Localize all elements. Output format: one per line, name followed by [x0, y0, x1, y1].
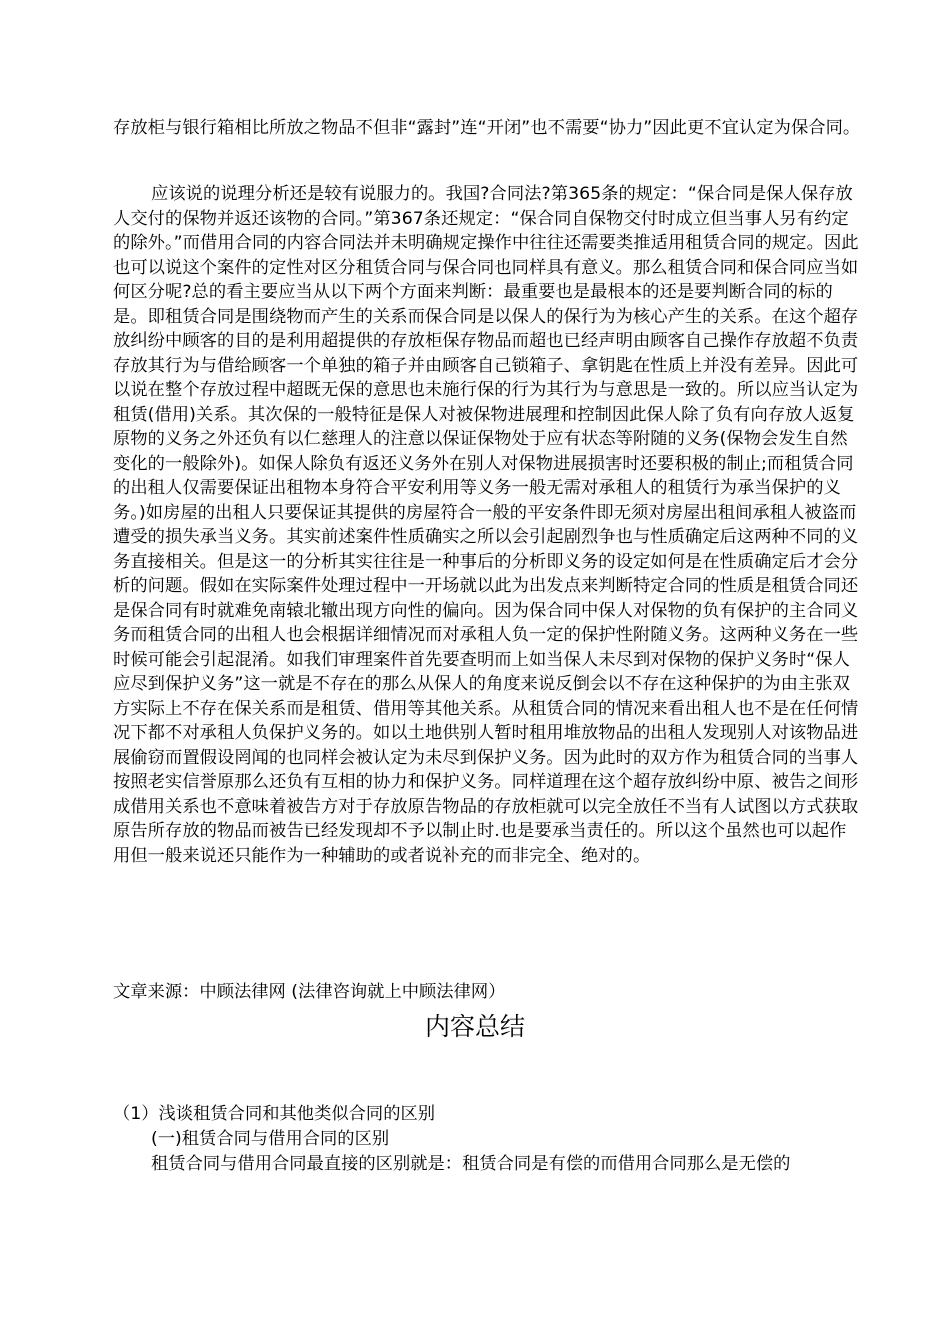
- summary-subheading: (一)租赁合同与借用合同的区别: [151, 1129, 390, 1149]
- paragraph-intro: 存放柜与银行箱相比所放之物品不但非“露封”连“开闭”也不需要“协力”因此更不宜认定为保合同。: [113, 118, 861, 138]
- summary-title: 内容总结: [424, 1012, 525, 1041]
- summary-heading: （1）浅谈租赁合同和其他类似合同的区别: [113, 1104, 436, 1124]
- paragraph-analysis: 应该说的说理分析还是较有说服力的。我国?合同法?第365条的规定：“保合同是保人保存放人交付的保物并返还该物的合同。”第367条还规定：“保合同自保物交付时成立但当事人另有约定的除外。”而借用合同的内容合同法并未明确规定操作中往往还需要类推适用租赁合同的规定。因此也可以说这个案件的定性对区分租赁合同与保合同也同样具有意义。那么租赁合同和保合同应当如何区分呢?总的看主要应当从以下两个方面来判断：最重要也是最根本的还是要判断合同的标的是。即租赁合同是围绕物而产生的关系而保合同是以保人的保行为为核心产生的关系。在这个超存放纠纷中顾客的目的是利用超提供的存放柜保存物品而超也已经声明由顾客自己操作存放超不负责存放其行为与借给顾客一个单独的箱子并由顾客自己锁箱子、拿钥匙在性质上并没有差异。因此可以说在整个存放过程中超既无保的意思也未施行保的行为其行为与意思是一致的。所以应当认定为租赁(借用)关系。其次保的一般特征是保人对被保物进展理和控制因此保人除了负有向存放人返复原物的义务之外还负有以仁慈理人的注意以保证保物处于应有状态等附随的义务(保物会发生自然变化的一般除外)。如保人除负有返还义务外在别人对保物进展损害时还要积极的制止;而租赁合同的出租人仅需要保证出租物本身符合平安利用等义务一般无需对承租人的租赁行为承当保护的义务。)如房屋的出租人只要保证其提供的房屋符合一般的平安条件即无须对房屋出租间承租人被盗而遭受的损失承当义务。其实前述案件性质确实之所以会引起剧烈争也与性质确定后这两种不同的义务直接相关。但是这一的分析其实往往是一种事后的分析即义务的设定如何是在性质确定后才会分析的问题。假如在实际案件处理过程中一开场就以此为出发点来判断特定合同的性质是租赁合同还是保合同有时就难免南辕北辙出现方向性的偏向。因为保合同中保人对保物的负有保护的主合同义务而租赁合同的出租人也会根据详细情况而对承租人负一定的保护性附随义务。这两种义务在一些时候可能会引起混淆。如我们审理案件首先要查明而上如当保人未尽到对保物的保护义务时“保人应尽到保护义务”这一就是不存在的那么从保人的角度来说反倒会以不存在这种保护的为由主张双方实际上不存在保关系而是租赁、借用等其他关系。从租赁合同的情况来看出租人也不是在任何情况下都不对承租人负保护义务的。如以土地供别人暂时租用堆放物品的出租人发现别人对该物品进展偷窃而置假设罔闻的也同样会被认定为未尽到保护义务。因为此时的双方作为租赁合同的当事人按照老实信誉原那么还负有互相的协力和保护义务。同样道理在这个超存放纠纷中原、被告之间形成借用关系也不意味着被告方对于存放原告物品的存放柜就可以完全放任不当有人试图以方式获取原告所存放的物品而被告已经发现却不予以制止时.也是要承当责任的。所以这个虽然也可以起作用但一般来说还只能作为一种辅助的或者说补充的而非完全、绝对的。: [113, 184, 859, 866]
- summary-body: 租赁合同与借用合同最直接的区别就是：租赁合同是有偿的而借用合同那么是无偿的: [151, 1154, 791, 1174]
- article-source: 文章来源：中顾法律网 (法律咨询就上中顾法律网）: [113, 982, 506, 1002]
